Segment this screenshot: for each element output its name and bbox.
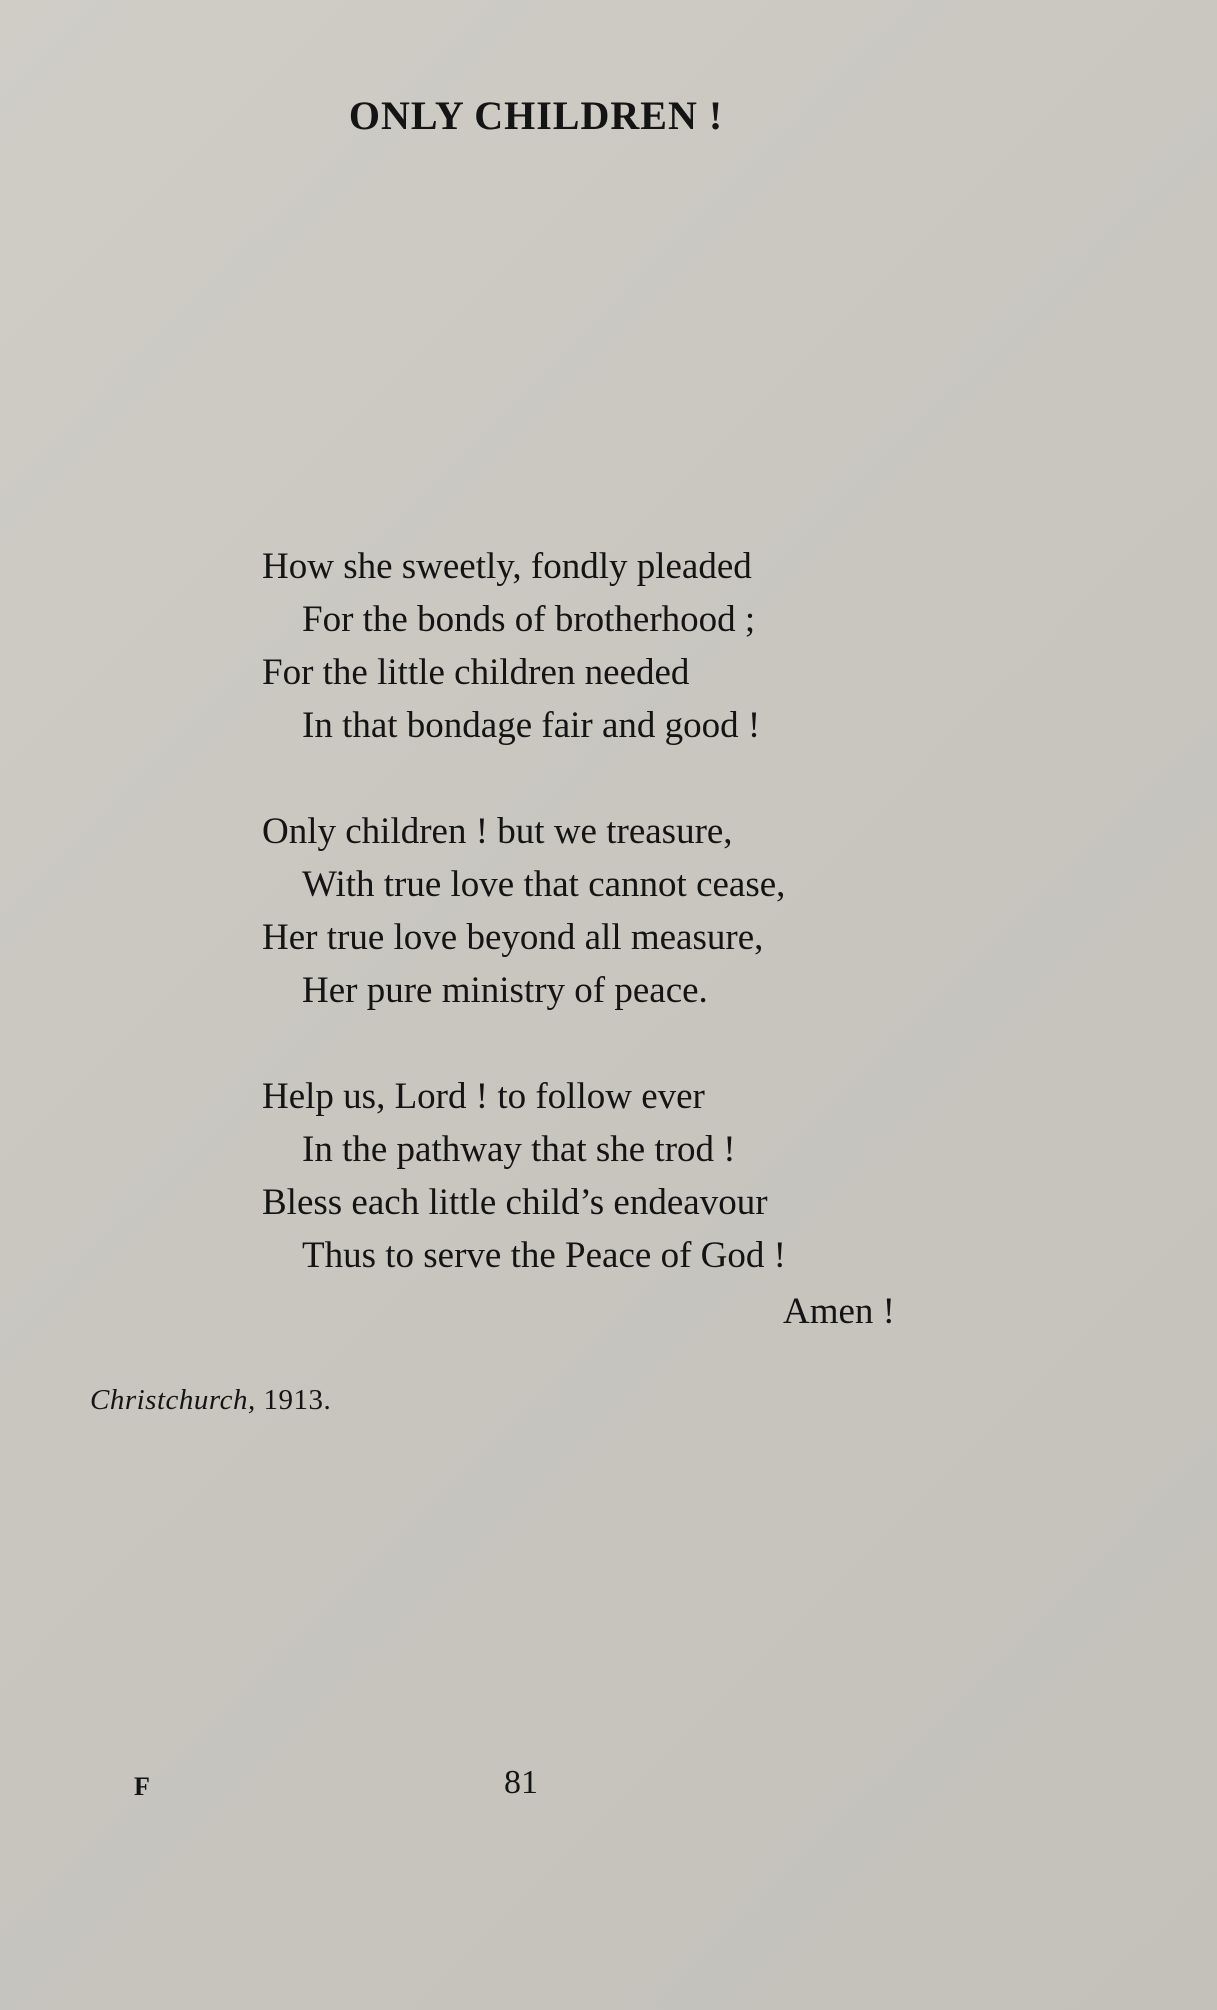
stanza-2: [262, 805, 962, 1017]
poem-line: Thus to serve the Peace of God !: [302, 1235, 786, 1276]
poem-line: Only children ! but we treasure,: [262, 811, 733, 852]
poem-line: For the little children needed: [262, 652, 690, 693]
signature-mark: F: [134, 1772, 150, 1801]
poem-line: Her pure ministry of peace.: [302, 970, 708, 1011]
page-number: 81: [504, 1764, 538, 1801]
year: 1913.: [255, 1384, 332, 1416]
poem-line: In that bondage fair and good !: [302, 705, 761, 746]
poem-line: Her true love beyond all measure,: [262, 917, 764, 958]
poem-title: ONLY CHILDREN !: [348, 93, 724, 138]
stanza-3: [262, 1070, 962, 1282]
poem-line: For the bonds of brotherhood ;: [302, 599, 756, 640]
poem-closing: Amen !: [783, 1291, 895, 1332]
poem-line: Bless each little child’s endeavour: [262, 1182, 768, 1223]
poem-line: In the pathway that she trod !: [302, 1129, 736, 1170]
poem-line: How she sweetly, fondly pleaded: [262, 546, 752, 587]
stanza-1: [262, 540, 962, 752]
place-date: [90, 1384, 331, 1417]
place-name: Christchurch,: [90, 1384, 256, 1416]
poem-body: [262, 540, 962, 1335]
poem-line: With true love that cannot cease,: [302, 864, 786, 905]
poem-line: Help us, Lord ! to follow ever: [262, 1076, 705, 1117]
